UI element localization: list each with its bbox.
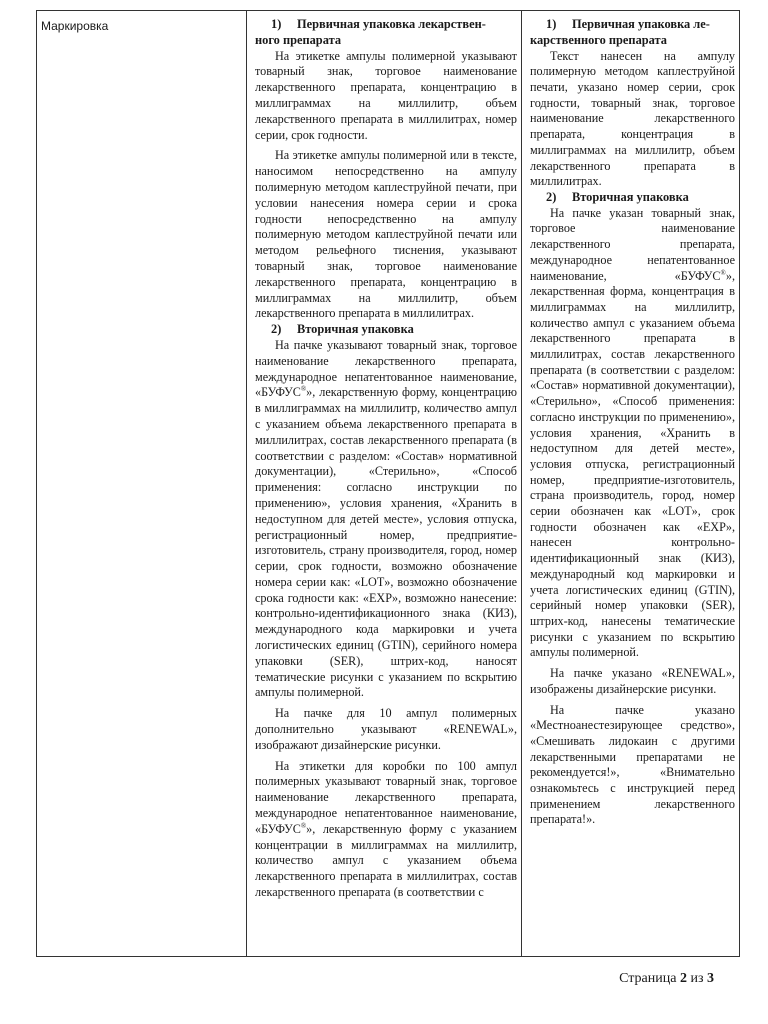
secondary-pack-paragraph [255, 338, 517, 701]
requirement-cell [247, 11, 522, 956]
renewal-paragraph: На пачке для 10 ампул полимерных дополнительно указывают «RENEWAL», изображают дизайнерские рисунки. [255, 706, 517, 752]
heading-text-cont: ного препарата [255, 32, 342, 47]
text-part: », лекарственную форму, концентрацию в миллиграммах на миллилитр, количество ампул с указанием объема лекарственного препарата в миллилитрах, состав лекарственного препарата (в соответствии с разделом: «Состав» нормативной документации), «Стерильно», «Способ применения: согласно инструкции по применению», условия хранения, «Хранить в недоступном для детей месте», условия отпуска, регистрационный номер, предприятие-изготовитель, страну производителя, город, номер серии, срок годности, возможно обозначение номера серии как: «LOT», возможно обозначение срока годности как: «EXP», возможно нанесение: контрольно-идентификационного знака (КИЗ), международного кода маркировки и учета логистических единиц (GTIN), серийного номера упаковки (SER), штрих-код, наносят тематические рисунки с указанием по вскрытию ампулы полимерной. [255, 385, 517, 700]
primary-packaging-heading [255, 17, 517, 49]
page-number [619, 971, 714, 987]
heading-number: 1) [271, 17, 282, 31]
text-part: », лекарственную форму с указанием концентрации в миллиграммах на миллилитр, количество ампул с указанием объема лекарственного препарата в миллилитрах, состав лекарственного препарата (в соответствии с [255, 821, 517, 900]
heading-number: 2) [271, 322, 282, 337]
text-part: На пачке указан товарный знак, торговое наименование лекарственного препарата, международное непатентованное наименование, «БУФУС [530, 205, 735, 283]
text-part: », лекарственная форма, концентрация в миллиграммах на миллилитр, количество ампул с указанием объема лекарственного препарата в миллилитрах, состав лекарственного препарата (в соответствии с разделом: «Состав» нормативной документации), «Стерильно», «Способ применения: согласно инструкции по применению», условия хранения, «Хранить в недоступном для детей месте», условия отпуска, регистрационный номер, предприятие-изготовитель, страна производитель, город, номер серии обозначен как «LOT», срок годности обозначен как «EXP», нанесен контрольно-идентификационный знак (КИЗ), международный код маркировки и учета логистических единиц (GTIN), серийный номер упаковки (SER), штрих-код, нанесены тематические рисунки с указанием по вскрытию ампулы полимерной. [530, 268, 735, 660]
text-part: На этикетки для коробки по 100 ампул полимерных указывают товарный знак, торговое наименование лекарственного препарата, международное непатентованное наименование, «БУФУС [255, 758, 517, 836]
current-page: 2 [679, 971, 687, 986]
heading-text: Вторичная упаковка [297, 322, 414, 337]
heading-text: Первичная упаковка лекарствен- [297, 17, 486, 31]
page-label: Страница [619, 971, 677, 986]
row-label: Маркировка [41, 19, 109, 33]
secondary-packaging-heading [255, 322, 517, 338]
registered-mark: ® [300, 385, 307, 394]
primary-packaging-heading [530, 17, 735, 49]
warning-result-paragraph: На пачке указано «Местноанестезирующее средство», «Смешивать лидокаин с другими лекарственными препаратами не рекомендуется!», «Внимательно ознакомьтесь с инструкцией перед применением лекарственного препарата!». [530, 702, 735, 827]
comparison-table [36, 10, 740, 957]
secondary-result-paragraph [530, 206, 735, 661]
heading-text: Вторичная упаковка [572, 189, 689, 204]
box-label-paragraph [255, 759, 517, 901]
row-label-cell [37, 11, 247, 956]
primary-print-paragraph: На этикетке ампулы полимерной или в тексте, наносимом непосредственно на ампулу полимерную методом каплеструйной печати, при условии нанесения номера серии и срока годности непосредственно на ампулу полимерную методом каплеструйной печати или методом рельефного тиснения, указывают товарный знак, торговое наименование лекарственного препарата, концентрацию в миллиграммах на миллилитр, объем лекарственного препарата в миллилитрах. [255, 148, 517, 321]
primary-label-paragraph: На этикетке ампулы полимерной указывают товарный знак, торговое наименование лекарственного препарата, концентрацию в миллиграммах на миллилитр, объем лекарственного препарата в миллилитрах, номер серии, срок годности. [255, 48, 517, 142]
registered-mark: ® [720, 268, 726, 277]
total-pages: 3 [707, 971, 714, 986]
heading-number: 2) [546, 189, 557, 204]
heading-text-cont: карственного препарата [530, 32, 667, 47]
text-part: На пачке указывают товарный знак, торговое наименование лекарственного препарата, международное непатентованное наименование, «БУФУС [255, 337, 517, 400]
heading-number: 1) [546, 17, 557, 31]
renewal-result-paragraph: На пачке указано «RENEWAL», изображены дизайнерские рисунки. [530, 666, 735, 696]
heading-text: Первичная упаковка ле- [572, 17, 710, 31]
page-separator: из [690, 971, 704, 986]
primary-result-paragraph: Текст нанесен на ампулу полимерную методом каплеструйной печати, указано номер серии, срок годности, товарный знак, торговое наименование лекарственного препарата, концентрация в миллиграммах на миллилитр, объем лекарственного препарата в миллилитрах. [530, 48, 735, 189]
secondary-packaging-heading [530, 190, 735, 206]
result-cell [522, 11, 739, 956]
registered-mark: ® [300, 821, 307, 830]
